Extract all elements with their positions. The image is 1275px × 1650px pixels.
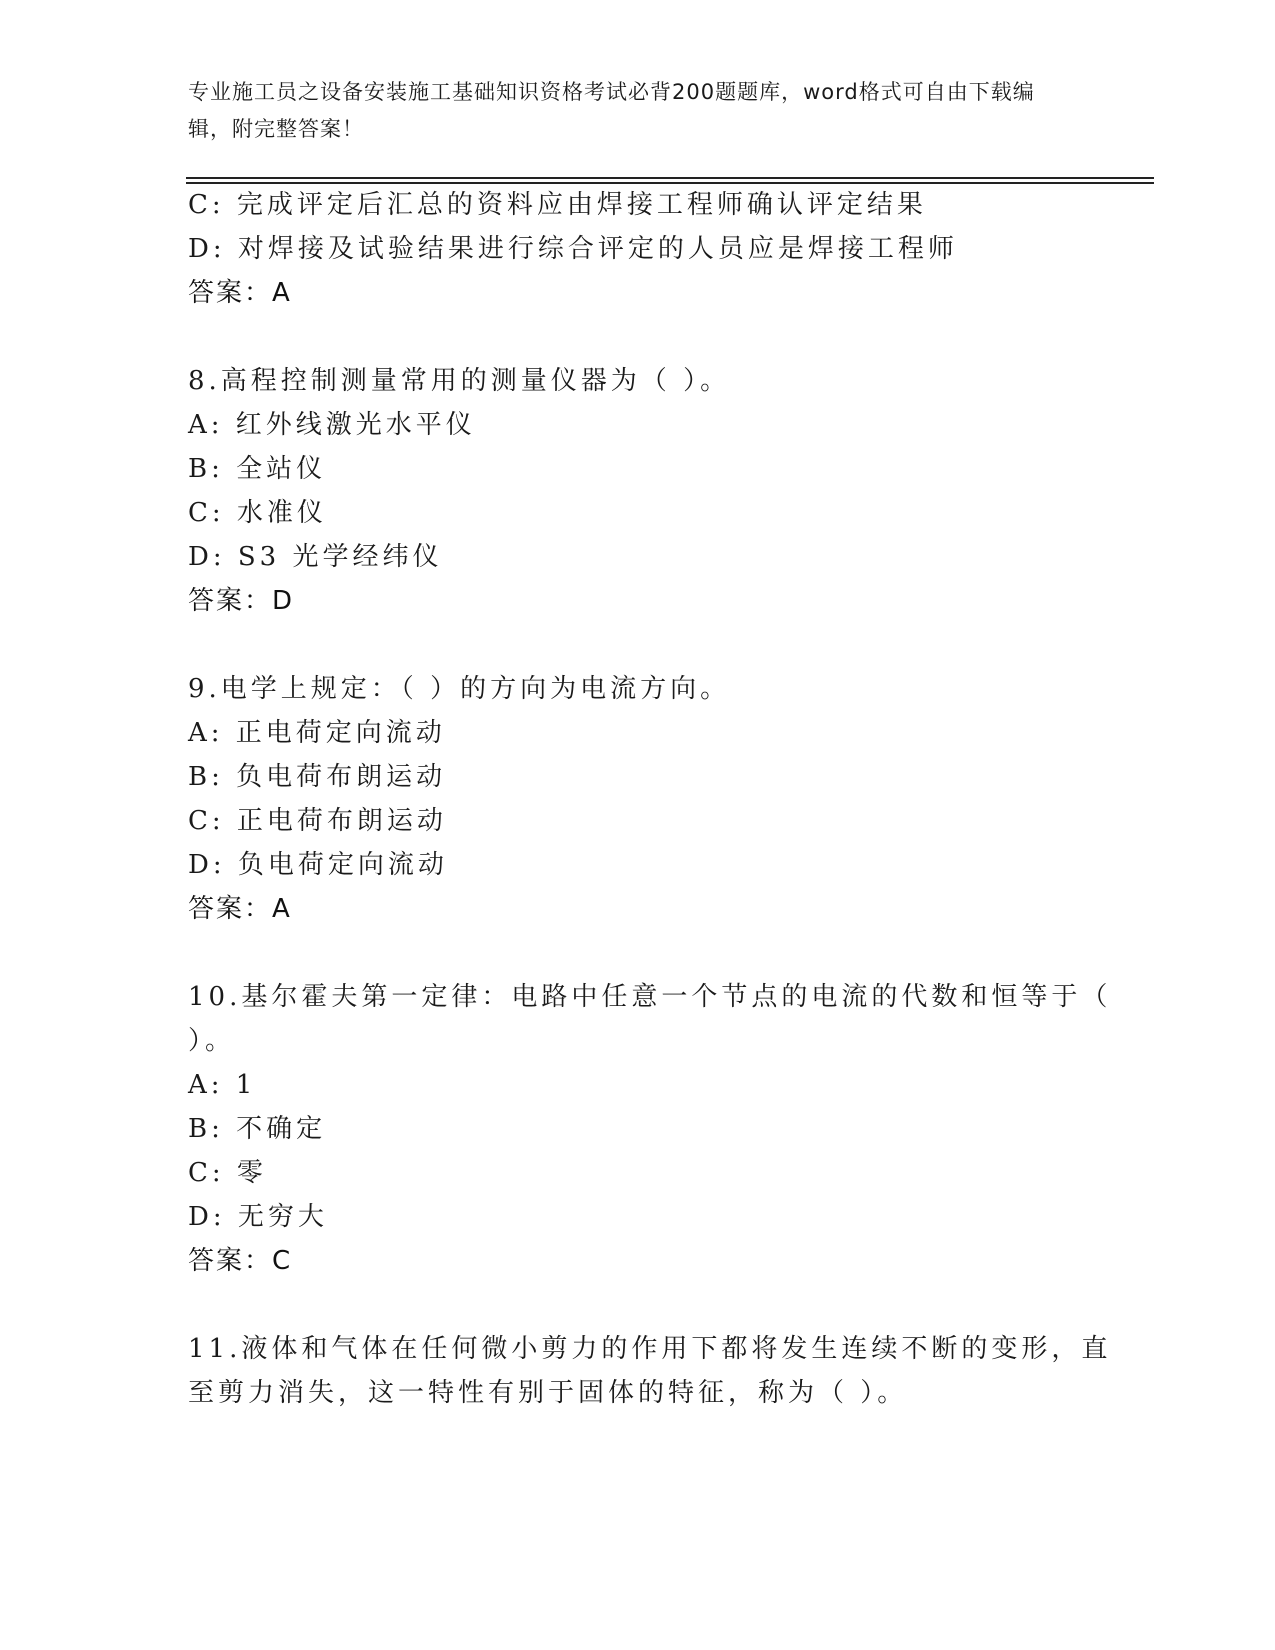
option-line: B: 全站仪: [188, 454, 327, 484]
option-line: D: S3 光学经纬仪: [188, 542, 443, 572]
option-line: A: 正电荷定向流动: [188, 718, 446, 748]
answer-line: 答案：D: [188, 586, 295, 616]
option-line: D: 对焊接及试验结果进行综合评定的人员应是焊接工程师: [188, 234, 958, 264]
answer-line: 答案：A: [188, 894, 292, 924]
option-line: B: 不确定: [188, 1114, 327, 1144]
option-line: D: 负电荷定向流动: [188, 850, 448, 880]
option-line: C: 正电荷布朗运动: [188, 806, 447, 836]
option-line: C: 完成评定后汇总的资料应由焊接工程师确认评定结果: [188, 190, 927, 220]
option-line: A: 1: [188, 1070, 257, 1100]
header-rule-bottom: [186, 182, 1154, 184]
question-line: 至剪力消失，这一特性有别于固体的特征，称为（ ）。: [188, 1378, 908, 1408]
question-line: 10.基尔霍夫第一定律：电路中任意一个节点的电流的代数和恒等于（: [188, 982, 1112, 1012]
option-line: C: 零: [188, 1158, 267, 1188]
option-line: B: 负电荷布朗运动: [188, 762, 447, 792]
option-line: D: 无穷大: [188, 1202, 328, 1232]
answer-line: 答案：C: [188, 1246, 293, 1276]
answer-line: 答案：A: [188, 278, 292, 308]
question-line: ）。: [188, 1026, 236, 1056]
question-line: 11.液体和气体在任何微小剪力的作用下都将发生连续不断的变形，直: [188, 1334, 1112, 1364]
option-line: C: 水准仪: [188, 498, 327, 528]
option-line: A: 红外线激光水平仪: [188, 410, 476, 440]
question-line: 9.电学上规定：（ ）的方向为电流方向。: [188, 674, 731, 704]
question-line: 8.高程控制测量常用的测量仪器为（ ）。: [188, 366, 731, 396]
header-rule-top: [186, 177, 1154, 179]
page-header-title: 专业施工员之设备安装施工基础知识资格考试必背200题题库，word格式可自由下载编辑，附完整答案！: [188, 80, 1035, 141]
